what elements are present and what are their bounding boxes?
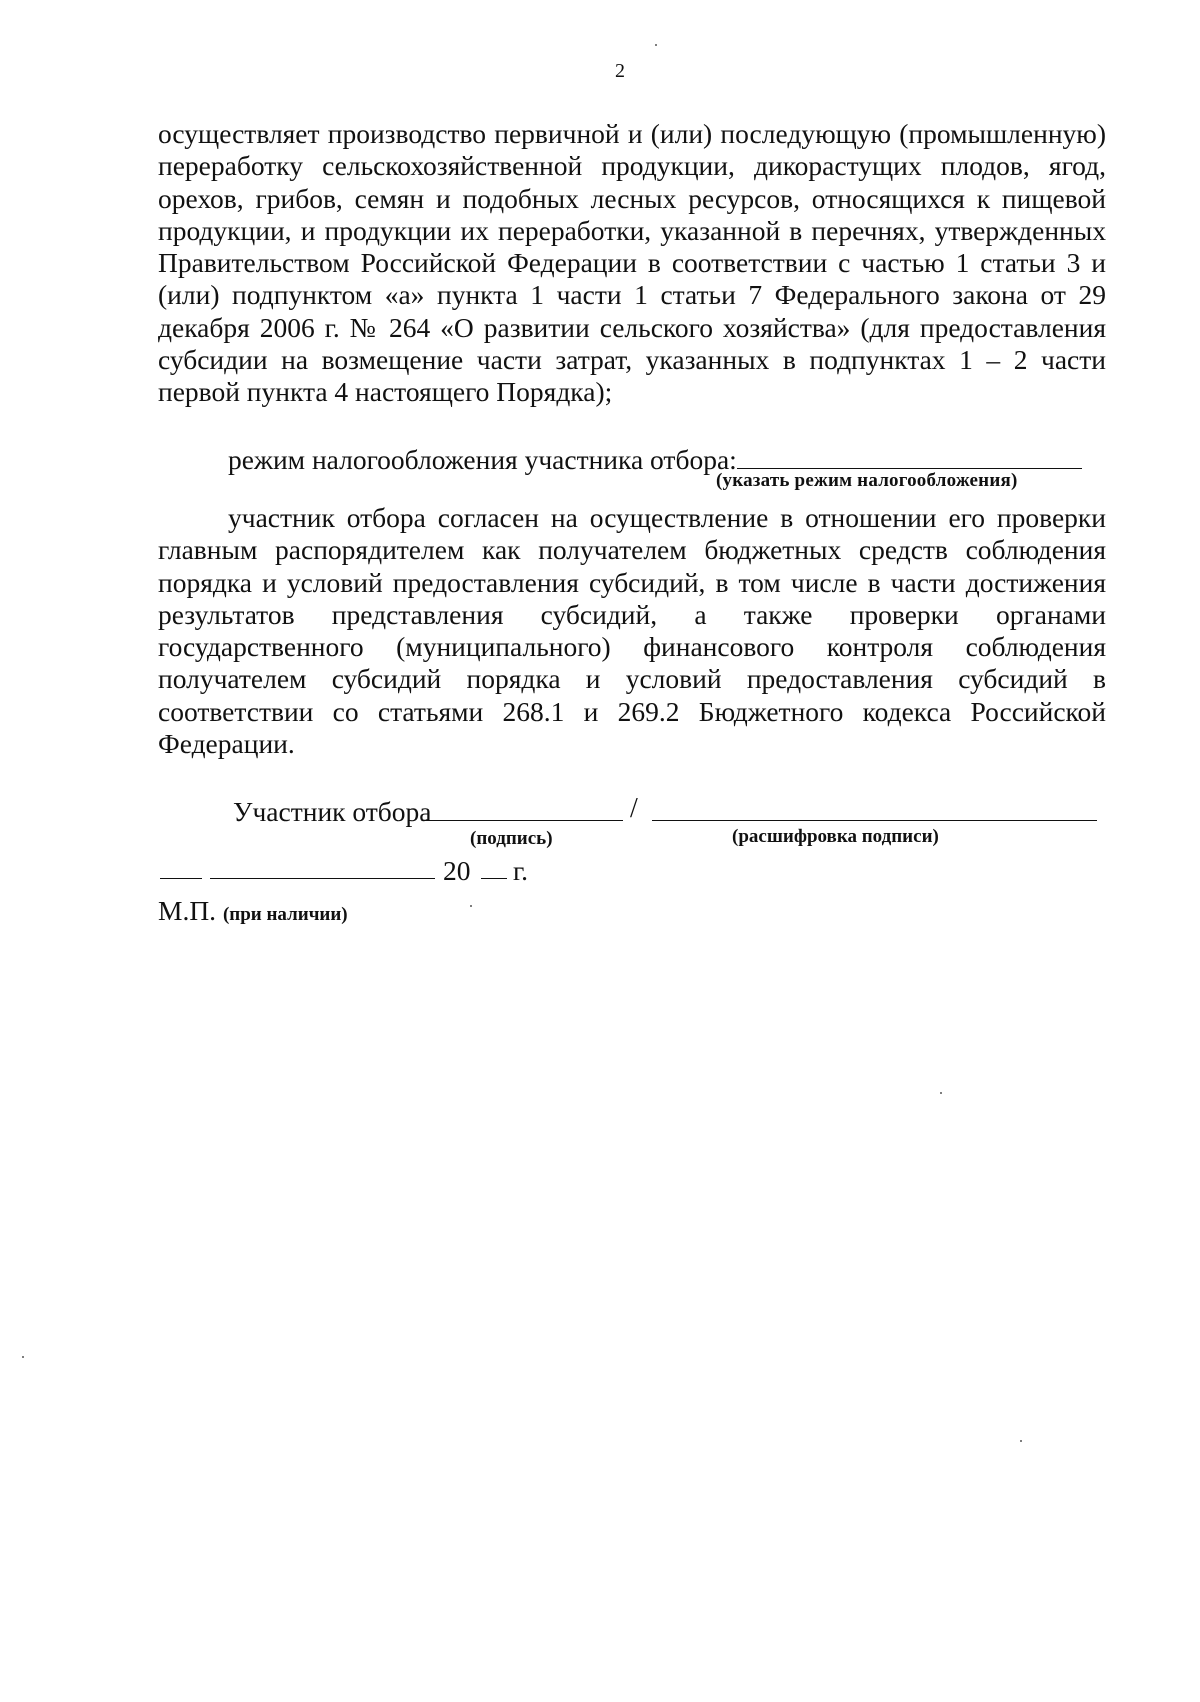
consent-text: участник отбора согласен на осуществление в отношении его проверки главным распорядителем как получателем бюджетных средств соблюдения порядка и условий предоставления субсидий, в том числе в части достижения результатов представления субсидий, а также проверки органами государственного (муниципального) финансового контроля соблюдения получателем субсидий порядка и условий предоставления субсидий в соответствии со статьями 268.1 и 269.2 Бюджетного кодекса Российской Федерации. [158, 502, 1106, 760]
signature-caption: (подпись) [470, 828, 553, 849]
scan-speck [655, 44, 657, 46]
scan-speck [22, 1356, 24, 1358]
signature-separator: / [630, 793, 638, 824]
stamp-note: (при наличии) [222, 904, 348, 925]
eligibility-text: осуществляет производство первичной и (или) последующую (промышленную) переработку сельскохозяйственной продукции, дикорастущих плодов, ягод, орехов, грибов, семян и подобных лесных ресурсов, относящихся к пищевой продукции, и продукции их переработки, указанной в перечнях, утвержденных Правительством Российской Федерации в соответствии с частью 1 статьи 3 и (или) подпунктом «а» пункта 1 части 1 статьи 7 Федерального закона от 29 декабря 2006 г. № 264 «О развитии сельского хозяйства» (для предоставления субсидии на возмещение части затрат, указанных в подпунктах 1 – 2 части первой пункта 4 настоящего Порядка); [158, 118, 1106, 408]
date-month-field[interactable] [210, 878, 435, 879]
tax-regime-field[interactable] [737, 444, 1082, 469]
stamp-line [158, 895, 348, 927]
scan-speck [940, 1092, 942, 1094]
stamp-label: М.П. [158, 895, 217, 926]
tax-regime-label: режим налогообложения участника отбора: [228, 444, 737, 475]
signature-decode-caption: (расшифровка подписи) [732, 826, 939, 847]
scan-speck [470, 905, 472, 907]
eligibility-paragraph [158, 118, 1106, 409]
signature-decode-field[interactable] [652, 820, 1097, 821]
date-year-suffix: г. [513, 855, 529, 886]
date-day-field[interactable] [160, 878, 202, 879]
date-year-prefix: 20 [443, 855, 471, 886]
date-year-field[interactable] [481, 878, 507, 879]
participant-label: Участник отбора [233, 796, 432, 827]
signature-field[interactable] [423, 820, 623, 821]
scan-speck [1020, 1440, 1022, 1442]
tax-regime-caption: (указать режим налогообложения) [716, 470, 1018, 491]
consent-paragraph [158, 502, 1106, 760]
page-number: 2 [615, 60, 625, 82]
